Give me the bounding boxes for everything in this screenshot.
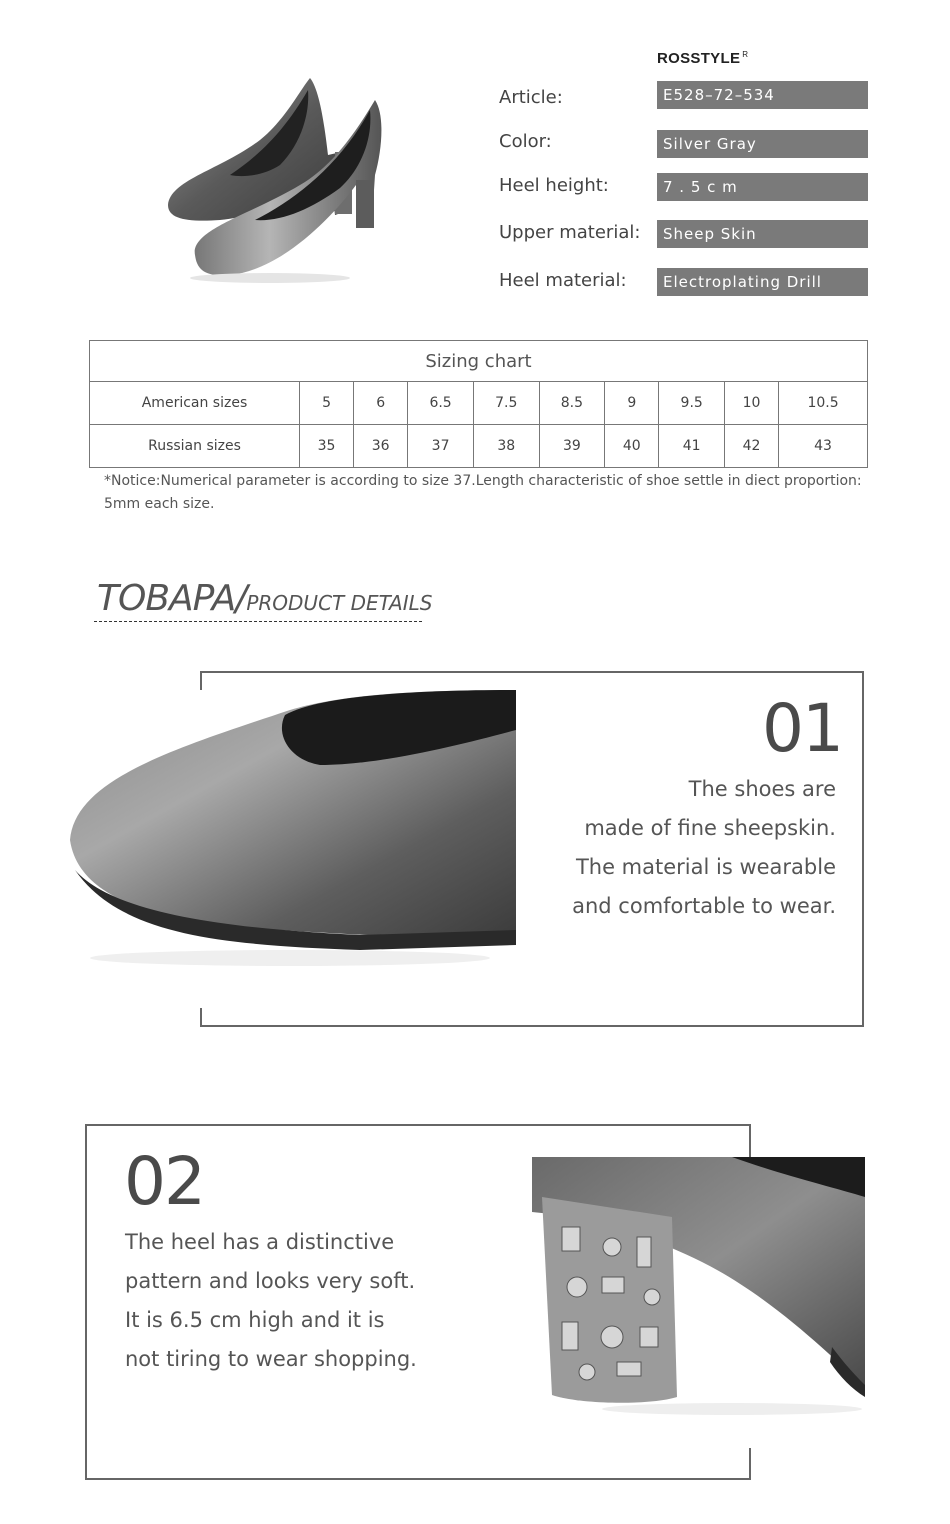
table-row <box>90 382 868 425</box>
frame-tick <box>200 671 202 691</box>
spec-value-article: E528–72–534 <box>657 81 868 109</box>
detail-line: made of fine sheepskin. <box>584 816 836 840</box>
table-cell: 35 <box>300 425 354 468</box>
table-cell: 8.5 <box>539 382 605 425</box>
spec-value-color: Silver Gray <box>657 130 868 158</box>
table-cell: 39 <box>539 425 605 468</box>
spec-label-article: Article: <box>499 87 563 108</box>
table-cell: 36 <box>354 425 408 468</box>
section-divider <box>94 621 422 622</box>
table-cell: 9 <box>605 382 659 425</box>
spec-value-heel-material: Electroplating Drill <box>657 268 868 296</box>
detail-text-01 <box>572 770 836 926</box>
table-cell: 9.5 <box>659 382 725 425</box>
sizing-chart-title: Sizing chart <box>90 341 868 382</box>
table-cell: 37 <box>408 425 474 468</box>
frame-tick <box>749 1448 751 1480</box>
sizing-notice: *Notice:Numerical parameter is according to size 37.Length characteristic of shoe settle in diect proportion: 5mm each size. <box>104 473 862 512</box>
table-cell: 10 <box>725 382 779 425</box>
brand-logo <box>657 50 748 67</box>
section-heading-sub: PRODUCT DETAILS <box>246 591 433 615</box>
detail-text-02 <box>125 1223 417 1379</box>
detail-line: pattern and looks very soft. <box>125 1269 416 1293</box>
spec-value-upper-material: Sheep Skin <box>657 220 868 248</box>
detail-number-02: 02 <box>124 1143 204 1220</box>
spec-label-heel-material: Heel material: <box>499 270 627 291</box>
row-label-russian: Russian sizes <box>90 425 300 468</box>
toe-closeup-photo <box>60 690 516 970</box>
spec-label-color: Color: <box>499 131 552 152</box>
table-cell: 42 <box>725 425 779 468</box>
table-cell: 6 <box>354 382 408 425</box>
product-photo-pair <box>160 70 390 285</box>
table-cell: 41 <box>659 425 725 468</box>
brand-name: ROSSTYLE <box>657 50 741 67</box>
heel-closeup-photo <box>532 1157 865 1419</box>
row-label-american: American sizes <box>90 382 300 425</box>
section-heading <box>97 578 432 619</box>
detail-line: The heel has a distinctive <box>125 1230 395 1254</box>
table-cell: 7.5 <box>473 382 539 425</box>
detail-line: The shoes are <box>688 777 836 801</box>
table-cell: 40 <box>605 425 659 468</box>
detail-line: It is 6.5 cm high and it is <box>125 1308 385 1332</box>
table-cell: 38 <box>473 425 539 468</box>
spec-label-heel-height: Heel height: <box>499 175 609 196</box>
table-cell: 10.5 <box>779 382 868 425</box>
section-heading-main: TOBAPA/ <box>97 578 247 619</box>
table-cell: 5 <box>300 382 354 425</box>
table-cell: 6.5 <box>408 382 474 425</box>
table-row <box>90 425 868 468</box>
frame-tick <box>749 1124 751 1159</box>
detail-line: The material is wearable <box>575 855 836 879</box>
detail-line: and comfortable to wear. <box>572 894 836 918</box>
frame-tick <box>200 1008 202 1027</box>
spec-value-heel-height: 7 . 5 c m <box>657 173 868 201</box>
registered-mark: R <box>742 50 749 59</box>
detail-line: not tiring to wear shopping. <box>125 1347 417 1371</box>
sizing-chart <box>89 340 868 468</box>
spec-label-upper-material: Upper material: <box>499 222 641 243</box>
table-cell: 43 <box>779 425 868 468</box>
detail-number-01: 01 <box>762 690 842 767</box>
